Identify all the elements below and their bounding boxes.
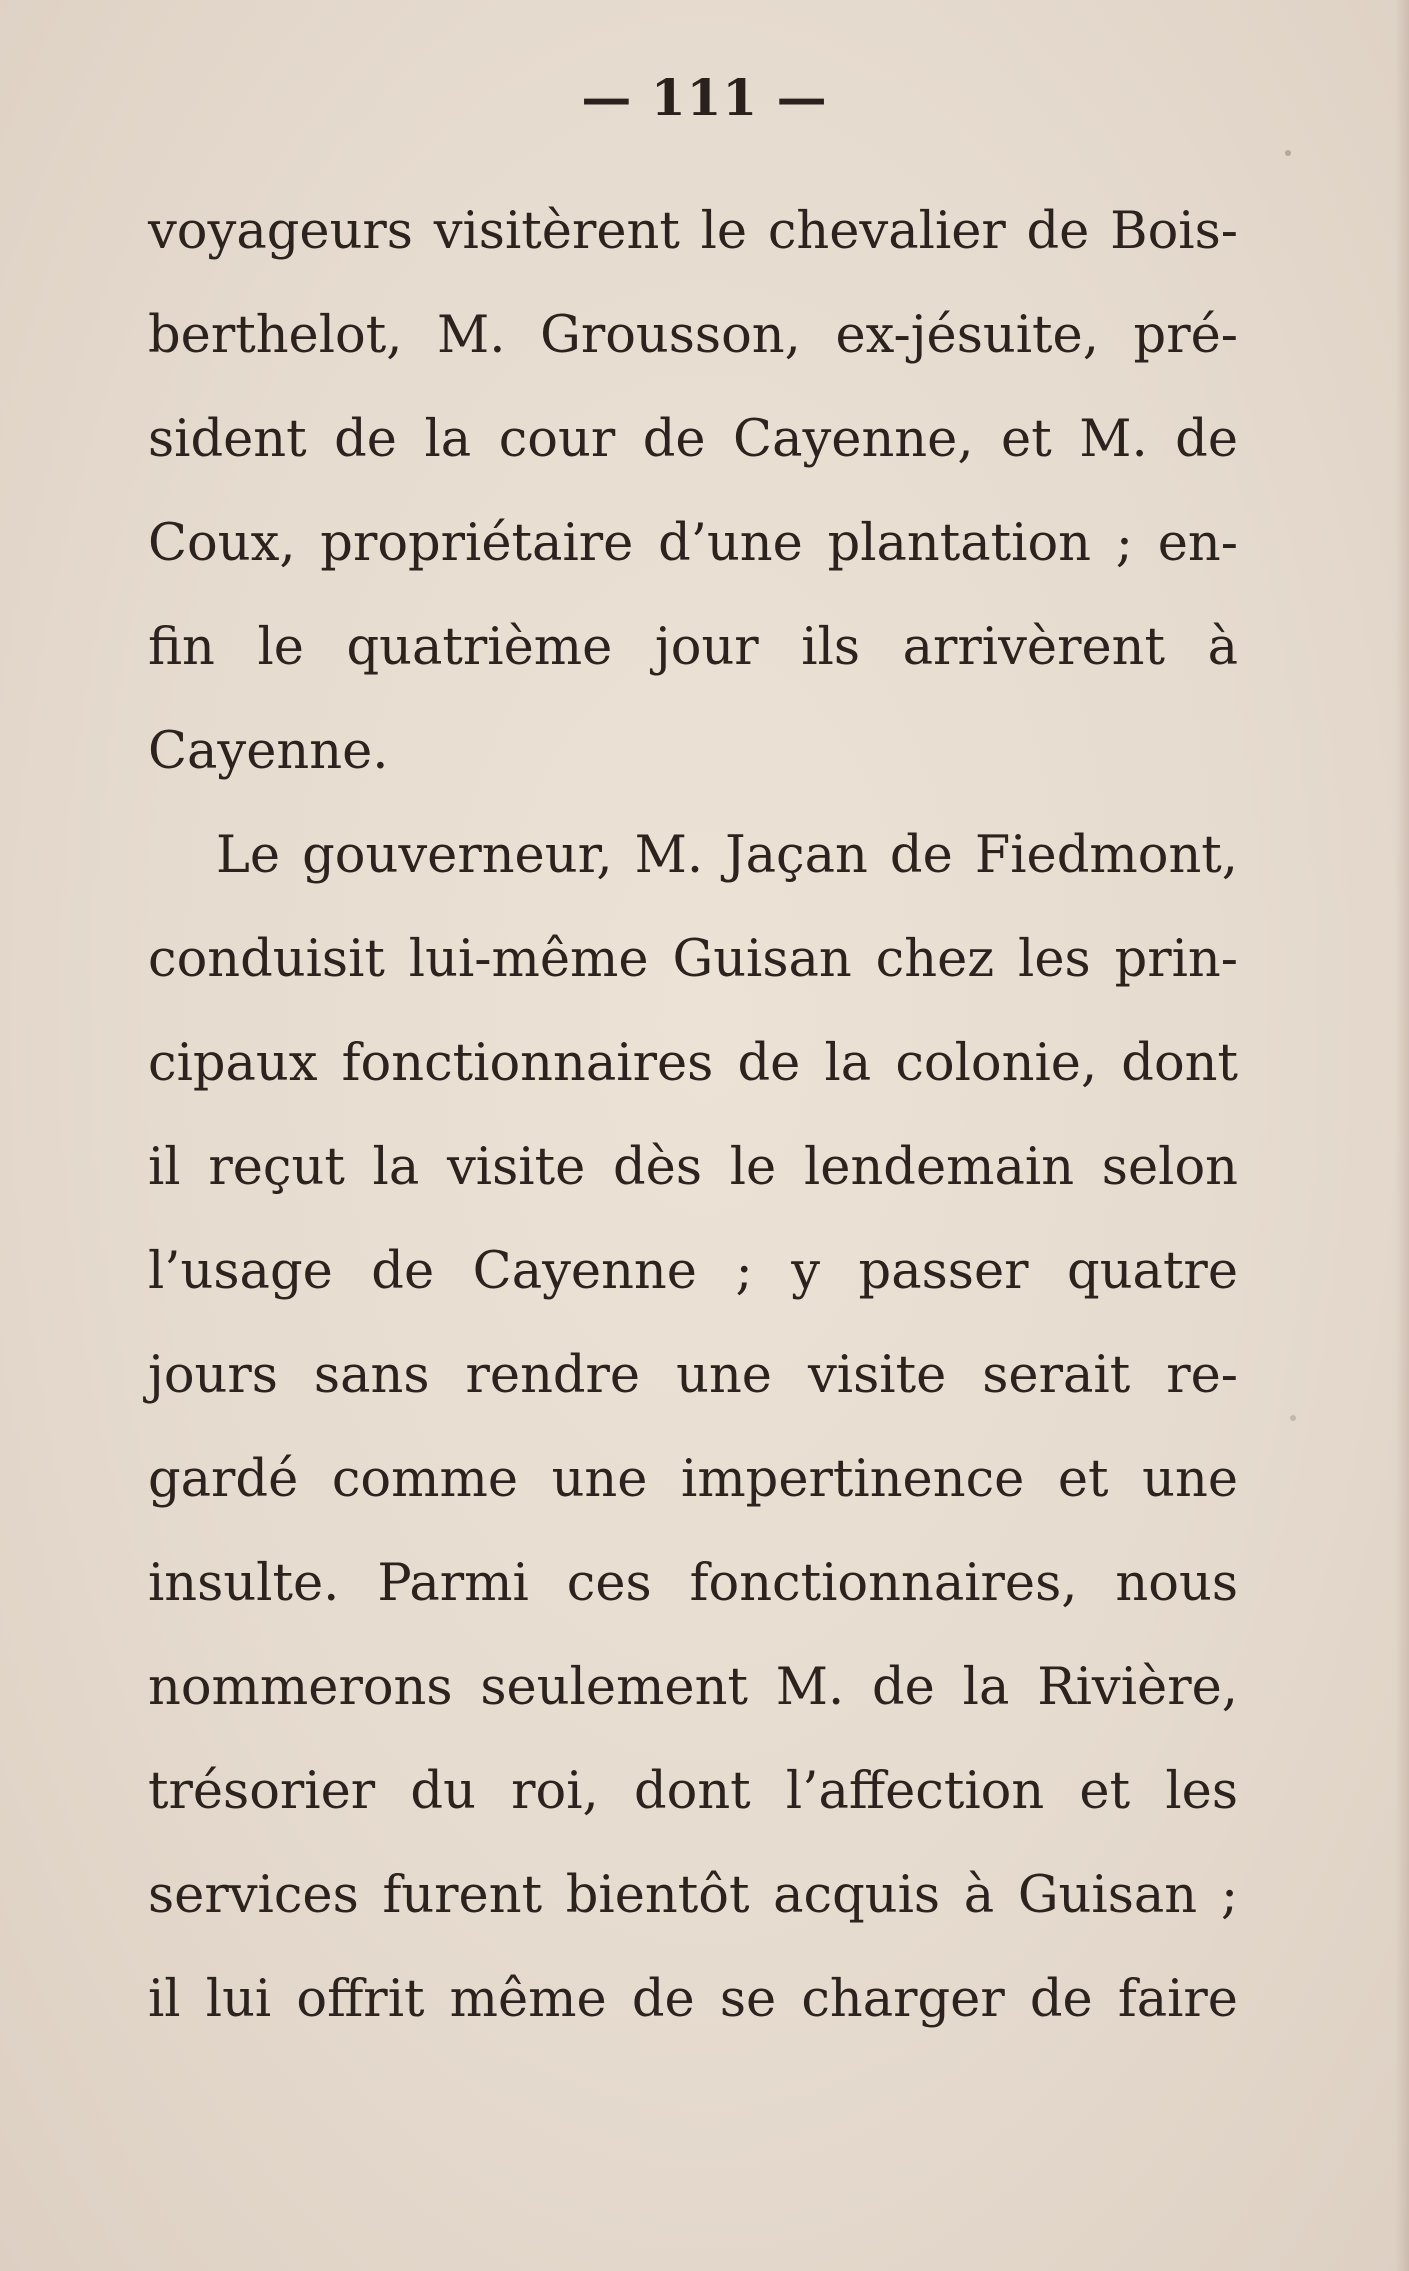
text-line: services furent bientôt acquis à Guisan ; bbox=[148, 1866, 1238, 1925]
text-line: nommerons seulement M. de la Rivière, bbox=[148, 1658, 1238, 1717]
text-line: Cayenne. bbox=[148, 722, 389, 781]
text-line: sident de la cour de Cayenne, et M. de bbox=[148, 410, 1238, 469]
page-number: — 111 — bbox=[581, 68, 828, 127]
text-line: trésorier du roi, dont l’affection et les bbox=[148, 1762, 1238, 1821]
text-line: Coux, propriétaire d’une plantation ; en- bbox=[148, 514, 1238, 573]
text-line: l’usage de Cayenne ; y passer quatre bbox=[148, 1242, 1238, 1301]
body-text bbox=[148, 180, 1238, 2052]
text-line: voyageurs visitèrent le chevalier de Bois- bbox=[148, 202, 1238, 261]
text-line: conduisit lui-même Guisan chez les prin- bbox=[148, 930, 1238, 989]
text-line: il reçut la visite dès le lendemain selon bbox=[148, 1138, 1238, 1197]
text-line: jours sans rendre une visite serait re- bbox=[148, 1346, 1238, 1405]
paragraph-start-line: Le gouverneur, M. Jaçan de Fiedmont, bbox=[216, 826, 1238, 885]
text-line: gardé comme une impertinence et une bbox=[148, 1450, 1238, 1509]
paper-speck bbox=[1290, 1415, 1296, 1421]
paper-speck bbox=[1285, 150, 1291, 156]
page-edge-shadow bbox=[1395, 0, 1409, 2271]
text-line: il lui offrit même de se charger de faire bbox=[148, 1970, 1238, 2029]
text-line: cipaux fonctionnaires de la colonie, dont bbox=[148, 1034, 1238, 1093]
text-line: insulte. Parmi ces fonctionnaires, nous bbox=[148, 1554, 1238, 1613]
text-line: berthelot, M. Grousson, ex-jésuite, pré- bbox=[148, 306, 1238, 365]
text-line: fin le quatrième jour ils arrivèrent à bbox=[148, 618, 1238, 677]
